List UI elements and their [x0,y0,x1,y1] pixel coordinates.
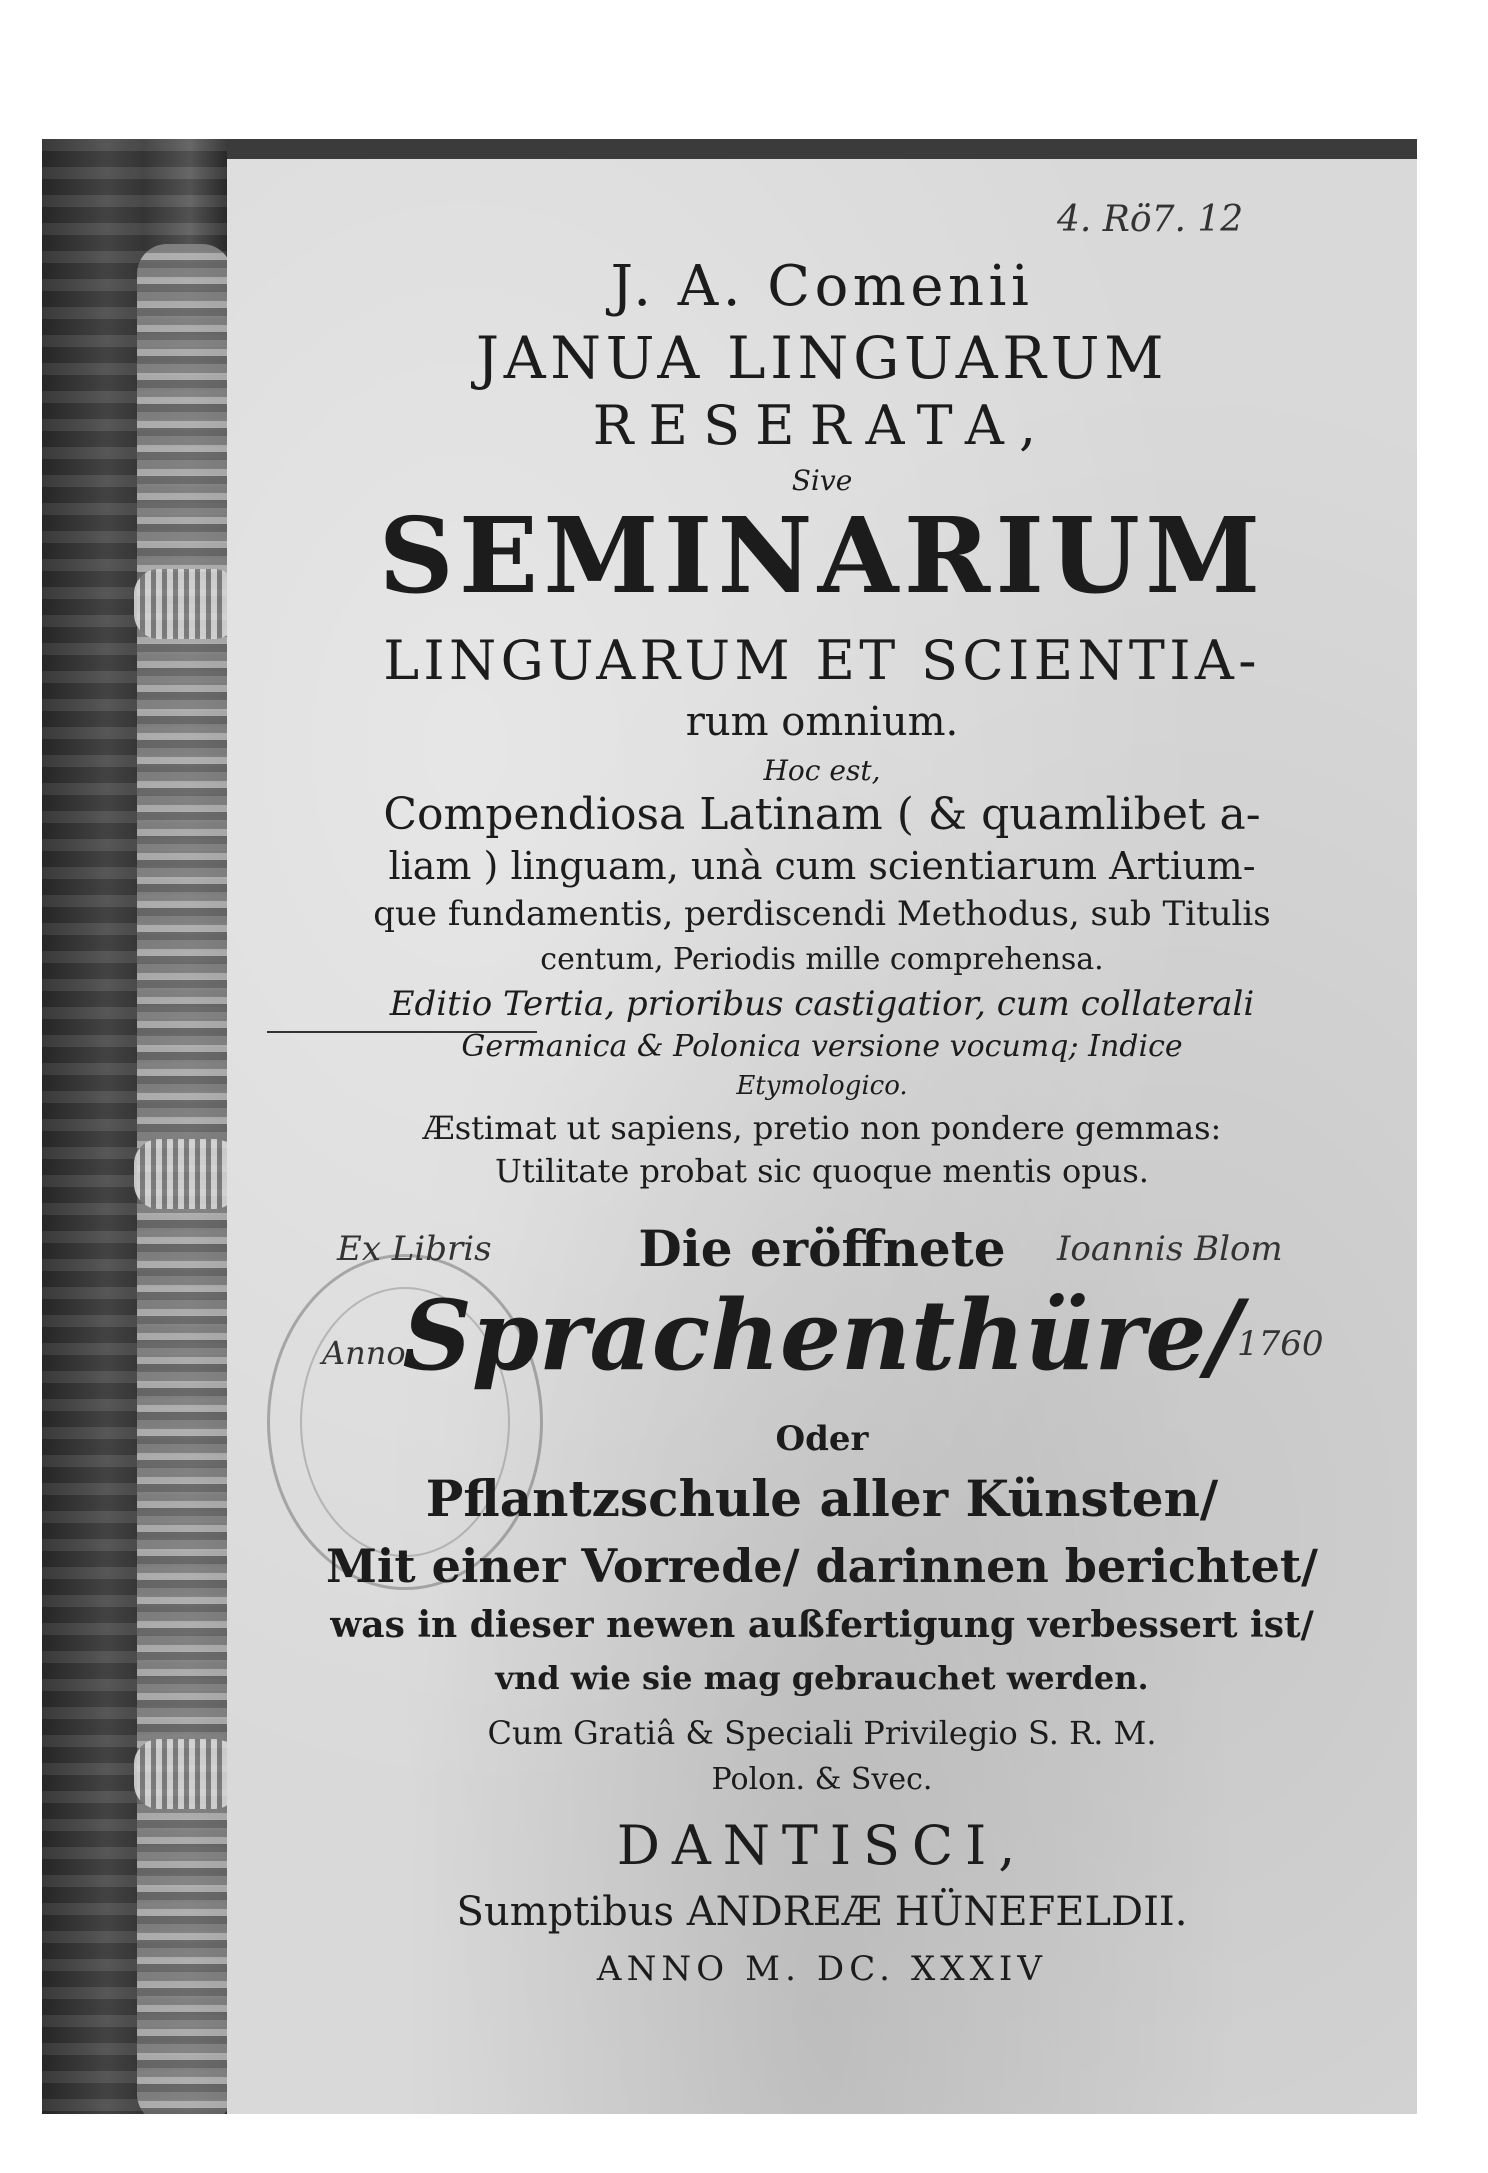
edition-line-3: Etymologico. [736,1071,908,1101]
imprint-place: DANTISCI, [616,1814,1028,1877]
german-line-3: Mit einer Vorrede/ darinnen berichtet/ [326,1539,1318,1593]
imprint-publisher: Sumptibus ANDREÆ HÜNEFELDII. [456,1889,1188,1935]
author-line: J. A. Comenii [610,254,1034,319]
german-line-1: Die eröffnete [638,1219,1006,1278]
main-title: SEMINARIUM [378,494,1266,617]
privilege-line-2: Polon. & Svec. [711,1762,933,1797]
description-line-2: liam ) linguam, unà cum scientiarum Artium- [388,844,1256,888]
year-annotation: 1760 [1237,1324,1324,1364]
sive-word: Sive [791,464,853,497]
spine-band-knot [134,569,239,639]
edition-line-1: Editio Tertia, prioribus castigatior, cum collaterali [389,984,1255,1024]
shelfmark-annotation: 4. Rö7. 12 [1057,199,1244,240]
german-oder: Oder [775,1419,869,1459]
title-line-2: RESERATA, [592,394,1052,457]
german-line-5: vnd wie sie mag gebrauchet werden. [495,1659,1149,1697]
motto-line-2: Utilitate probat sic quoque mentis opus. [495,1152,1149,1190]
german-line-2: Pflantzschule aller Künsten/ [425,1469,1219,1528]
edition-line-2: Germanica & Polonica versione vocumq; Indice [461,1029,1183,1064]
subtitle-line-1: LINGUARUM ET SCIENTIA- [383,629,1261,692]
ex-libris-annotation: Ex Libris [337,1229,492,1269]
anno-annotation: Anno [322,1334,406,1372]
owner-annotation: Ioannis Blom [1057,1229,1283,1269]
title-line-1: JANUA LINGUARUM [475,324,1169,392]
spine-band-knot [134,1139,239,1209]
privilege-line-1: Cum Gratiâ & Speciali Privilegio S. R. M. [487,1714,1157,1752]
book-spine [42,139,227,2114]
description-line-4: centum, Periodis mille comprehensa. [540,942,1104,977]
spine-band-knot [134,1739,239,1809]
photograph [42,139,1417,2114]
imprint-year: ANNO M. DC. XXXIV [596,1949,1048,1989]
description-line-3: que fundamentis, perdiscendi Methodus, sub Titulis [373,894,1271,934]
german-title: Sprachenthüre/ [402,1279,1242,1392]
german-line-4: was in dieser newen außfertigung verbessert ist/ [330,1604,1314,1646]
motto-line-1: Æstimat ut sapiens, pretio non pondere gemmas: [422,1109,1222,1147]
subtitle-line-2: rum omnium. [685,699,959,745]
description-line-1: Compendiosa Latinam ( & quamlibet a- [383,789,1261,840]
hoc-est: Hoc est, [763,754,881,787]
title-page [227,159,1417,2114]
